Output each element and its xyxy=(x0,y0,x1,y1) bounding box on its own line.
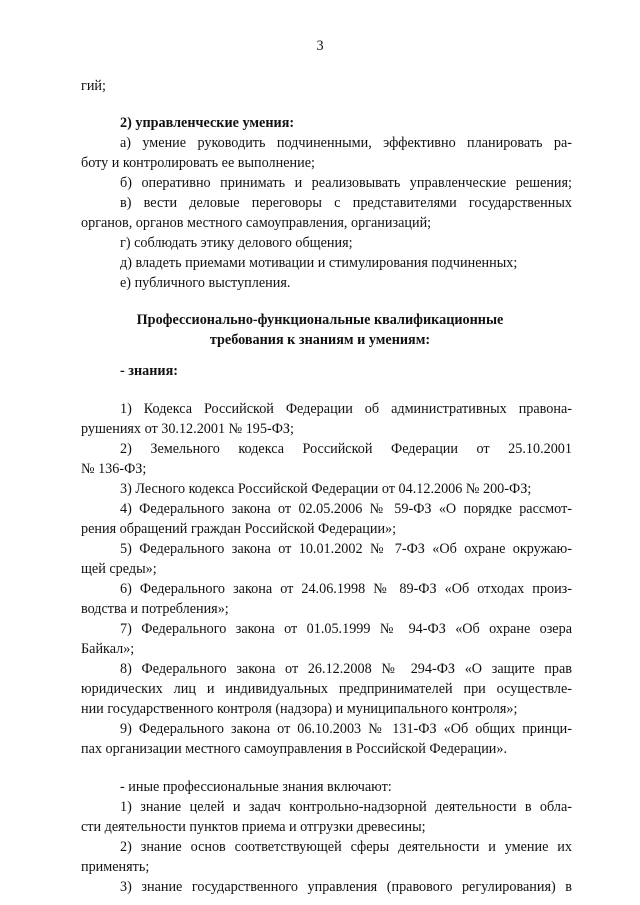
law-item-line: 6) Федерального закона от 24.06.1998 № 89-ФЗ «Об отходах произ- xyxy=(120,581,572,597)
managerial-skill-line: е) публичного выступления. xyxy=(120,275,291,291)
managerial-skills-heading: 2) управленческие умения: xyxy=(120,115,295,131)
managerial-skill-line: д) владеть приемами мотивации и стимулирования подчиненных; xyxy=(120,255,518,271)
law-item-line: рушениях от 30.12.2001 № 195-ФЗ; xyxy=(81,421,294,437)
law-item-line: 8) Федерального закона от 26.12.2008 № 294-ФЗ «О защите прав xyxy=(120,661,572,677)
managerial-skill-line: г) соблюдать этику делового общения; xyxy=(120,235,353,251)
other-knowledge-intro: - иные профессиональные знания включают: xyxy=(120,779,392,795)
law-item-line: 1) Кодекса Российской Федерации об административных правона- xyxy=(120,401,572,417)
knowledge-heading: - знания: xyxy=(120,363,178,379)
managerial-skill-line: а) умение руководить подчиненными, эффективно планировать ра- xyxy=(120,135,572,151)
law-item-line: 2) Земельного кодекса Российской Федерации от 25.10.2001 xyxy=(120,441,572,457)
law-item-line: нии государственного контроля (надзора) и муниципального контроля»; xyxy=(81,701,518,717)
law-item-line: 7) Федерального закона от 01.05.1999 № 94-ФЗ «Об охране озера xyxy=(120,621,572,637)
law-item-line: водства и потребления»; xyxy=(81,601,229,617)
other-knowledge-line: сти деятельности пунктов приема и отгрузки древесины; xyxy=(81,819,426,835)
law-item-line: № 136-ФЗ; xyxy=(81,461,147,477)
other-knowledge-line: 2) знание основ соответствующей сферы деятельности и умение их xyxy=(120,839,572,855)
other-knowledge-line: применять; xyxy=(81,859,150,875)
managerial-skill-line: в) вести деловые переговоры с представителями государственных xyxy=(120,195,572,211)
section-title-line-2: требования к знаниям и умениям: xyxy=(209,332,431,348)
continued-text: гий; xyxy=(81,78,106,94)
managerial-skill-line: б) оперативно принимать и реализовывать управленческие решения; xyxy=(120,175,572,191)
law-item-line: 5) Федерального закона от 10.01.2002 № 7-ФЗ «Об охране окружаю- xyxy=(120,541,572,557)
managerial-skill-line: боту и контролировать ее выполнение; xyxy=(81,155,315,171)
other-knowledge-line: 3) знание государственного управления (правового регулирования) в xyxy=(120,879,572,895)
law-item-line: Байкал»; xyxy=(81,641,135,657)
law-item-line: юридических лиц и индивидуальных предпринимателей при осуществле- xyxy=(81,681,572,697)
law-item-line: щей среды»; xyxy=(81,561,157,577)
law-item-line: 9) Федерального закона от 06.10.2003 № 131-ФЗ «Об общих принци- xyxy=(120,721,572,737)
page-number: 3 xyxy=(316,38,324,54)
law-item-line: пах организации местного самоуправления в Российской Федерации». xyxy=(81,741,508,757)
law-item-line: рения обращений граждан Российской Федерации»; xyxy=(81,521,397,537)
section-title-line-1: Профессионально-функциональные квалификационные xyxy=(136,312,504,328)
law-item-line: 4) Федерального закона от 02.05.2006 № 59-ФЗ «О порядке рассмот- xyxy=(120,501,572,517)
law-item-line: 3) Лесного кодекса Российской Федерации от 04.12.2006 № 200-ФЗ; xyxy=(120,481,532,497)
managerial-skill-line: органов, органов местного самоуправления, организаций; xyxy=(81,215,432,231)
other-knowledge-line: 1) знание целей и задач контрольно-надзорной деятельности в обла- xyxy=(120,799,572,815)
